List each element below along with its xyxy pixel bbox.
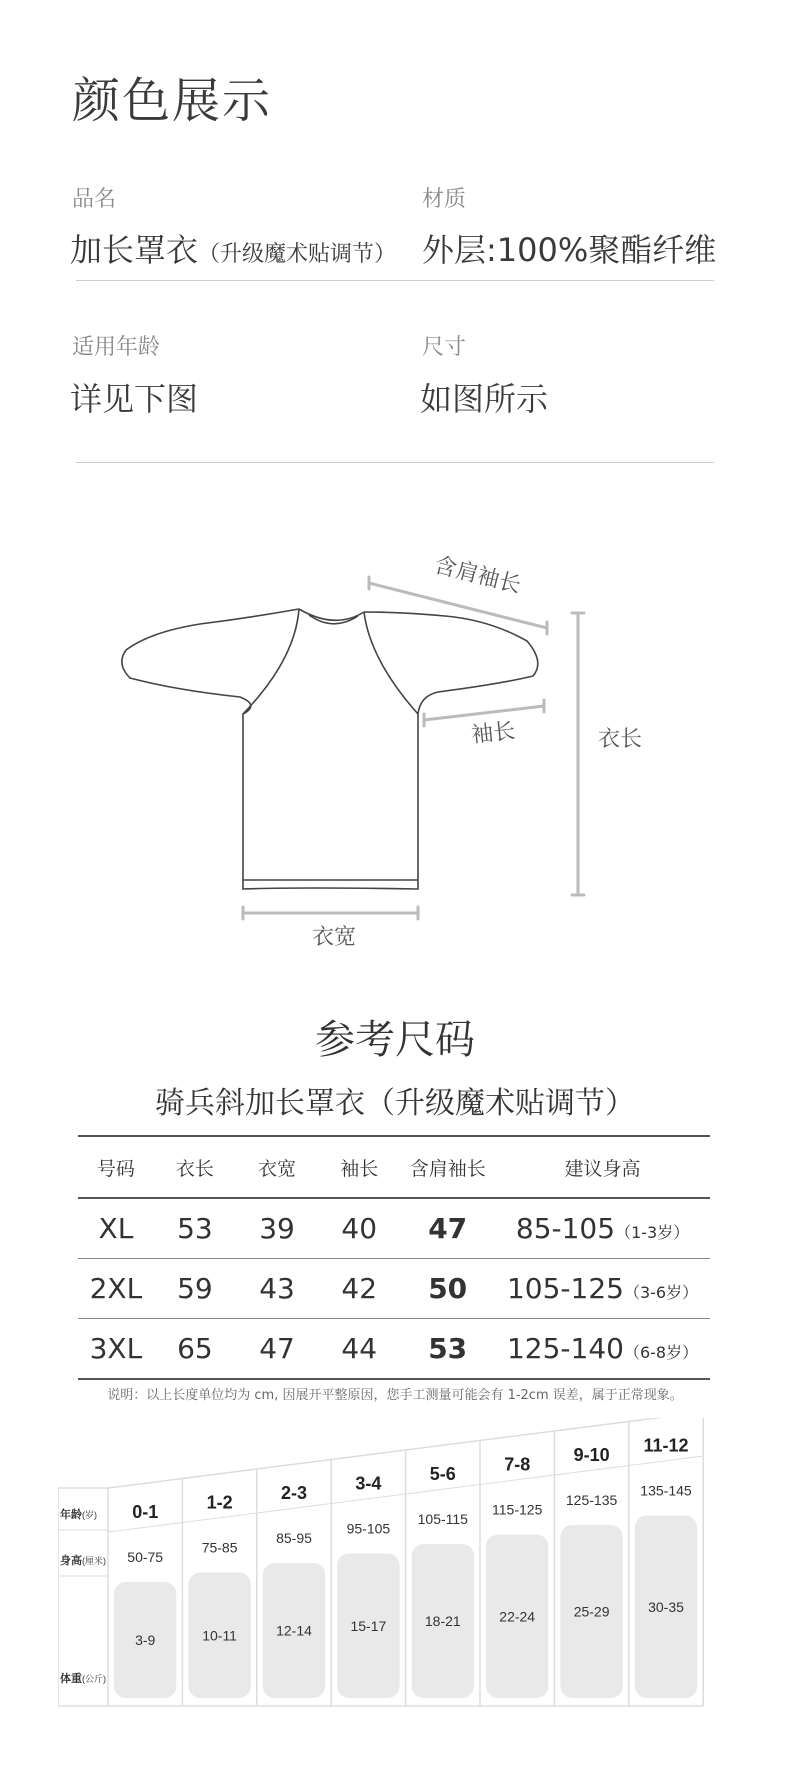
cell-shoulder-sleeve: 50	[428, 1272, 468, 1305]
height-row-label: 身高(厘米)	[60, 1555, 106, 1567]
height-value: 85-95	[276, 1530, 312, 1546]
table-header-row	[78, 1136, 710, 1198]
header-size: 号码	[96, 1157, 135, 1180]
age-value: 5-6	[429, 1464, 456, 1484]
height-value: 75-85	[201, 1539, 238, 1556]
age-value: 1-2	[206, 1492, 233, 1513]
cell-shoulder-sleeve: 53	[428, 1332, 468, 1365]
weight-value: 22-24	[499, 1608, 536, 1625]
row-divider	[257, 1504, 331, 1514]
weight-value: 12-14	[276, 1622, 312, 1639]
divider	[76, 462, 714, 463]
cell-length: 65	[177, 1332, 213, 1365]
size-table	[78, 1135, 710, 1380]
row-divider	[629, 1456, 703, 1466]
cell-shoulder-sleeve: 47	[428, 1212, 468, 1245]
row-divider	[406, 1485, 480, 1495]
header-height: 建议身高	[564, 1157, 641, 1180]
length-label: 衣长	[597, 726, 643, 751]
reference-title: 参考尺码	[315, 1017, 475, 1063]
weight-value: 3-9	[135, 1632, 156, 1648]
height-value: 105-115	[417, 1511, 468, 1527]
weight-value: 10-11	[202, 1627, 237, 1644]
weight-value: 18-21	[424, 1613, 461, 1629]
garment-outline	[122, 609, 538, 889]
header-sleeve: 袖长	[340, 1157, 379, 1180]
cell-size: 2XL	[89, 1272, 143, 1305]
product-name-note: （升级魔术贴调节）	[198, 242, 397, 267]
sleeve-label: 袖长	[470, 717, 517, 748]
measure-lines	[243, 577, 584, 919]
growth-chart	[58, 1418, 734, 1708]
age-value: 0-1	[132, 1502, 159, 1522]
weight-row-label: 体重(公斤)	[60, 1673, 106, 1685]
cell-length: 53	[177, 1212, 213, 1245]
age-label: 适用年龄	[72, 335, 161, 360]
height-range: 105-125	[506, 1272, 624, 1305]
column-top-line	[331, 1450, 405, 1460]
column-top-line	[554, 1422, 628, 1432]
weight-value: 25-29	[573, 1603, 610, 1620]
size-note: 说明：以上长度单位均为 cm, 因展开平整原因，您手工测量可能会有 1-2cm 误差，属于正常现象。	[107, 1388, 683, 1403]
age-range: （1-3岁）	[615, 1223, 690, 1242]
size-value: 如图所示	[420, 380, 549, 418]
column-top-line	[108, 1479, 182, 1489]
cell-sleeve: 42	[341, 1272, 378, 1305]
weight-value: 30-35	[648, 1598, 684, 1615]
product-name-text: 加长罩衣	[70, 231, 199, 269]
age-row-label: 年龄(岁)	[60, 1509, 97, 1521]
age-range: （3-6岁）	[623, 1283, 699, 1302]
page-title: 颜色展示	[72, 73, 273, 129]
column-top-line	[182, 1469, 256, 1479]
height-value: 125-135	[565, 1492, 618, 1508]
shoulder-sleeve-label: 含肩袖长	[432, 551, 524, 598]
age-value: 详见下图	[70, 380, 199, 418]
height-value: 135-145	[640, 1482, 692, 1499]
cell-width: 39	[259, 1212, 295, 1245]
size-label: 尺寸	[422, 335, 467, 360]
material-label: 材质	[422, 187, 467, 212]
age-value: 11-12	[643, 1435, 689, 1456]
cell-height	[495, 1319, 710, 1380]
cell-width: 47	[259, 1332, 295, 1365]
divider	[76, 280, 714, 281]
cell-length: 59	[177, 1272, 213, 1305]
row-divider	[480, 1475, 554, 1485]
height-range: 125-140	[506, 1332, 624, 1365]
table-row	[78, 1198, 710, 1259]
cell-sleeve: 44	[341, 1332, 378, 1365]
header-width: 衣宽	[258, 1157, 297, 1180]
reference-subtitle: 骑兵斜加长罩衣（升级魔术贴调节）	[155, 1086, 635, 1121]
cell-width: 43	[259, 1272, 295, 1305]
row-divider	[108, 1523, 182, 1533]
weight-value: 15-17	[350, 1617, 387, 1634]
cell-size: XL	[98, 1212, 134, 1245]
product-name-label: 品名	[72, 187, 117, 212]
header-length: 衣长	[175, 1157, 214, 1180]
column-top-line	[257, 1460, 331, 1470]
age-value: 7-8	[504, 1454, 531, 1475]
table-row	[78, 1259, 710, 1319]
cell-height	[495, 1198, 710, 1259]
table-row	[78, 1319, 710, 1380]
row-divider	[331, 1494, 405, 1504]
age-value: 9-10	[573, 1445, 610, 1465]
cell-size: 3XL	[89, 1332, 143, 1365]
column-top-line	[629, 1418, 703, 1422]
height-value: 115-125	[492, 1501, 543, 1518]
material-value: 外层:100%聚酯纤维	[422, 231, 717, 269]
height-value: 95-105	[346, 1520, 391, 1537]
row-divider	[182, 1513, 256, 1523]
cell-sleeve: 40	[341, 1212, 378, 1245]
header-shoulder-sleeve: 含肩袖长	[409, 1157, 486, 1180]
height-value: 50-75	[127, 1549, 164, 1565]
cell-height	[495, 1259, 710, 1319]
garment-diagram	[0, 540, 790, 980]
height-range: 85-105	[515, 1212, 616, 1245]
age-value: 3-4	[355, 1473, 382, 1494]
product-name-value	[70, 225, 396, 271]
age-value: 2-3	[280, 1483, 308, 1503]
row-divider	[554, 1466, 628, 1476]
column-top-line	[406, 1441, 480, 1451]
column-top-line	[480, 1431, 554, 1441]
width-label: 衣宽	[311, 924, 357, 949]
age-range: （6-8岁）	[623, 1343, 699, 1362]
